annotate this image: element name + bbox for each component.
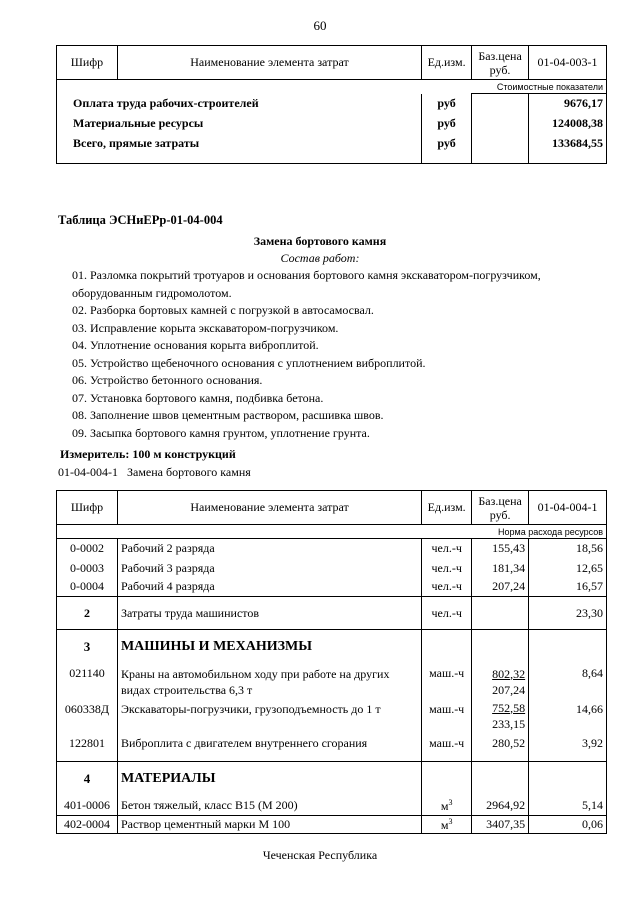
row-value: 0,06 — [529, 816, 607, 834]
row-value: 23,30 — [529, 597, 607, 630]
list-item: 09. Засыпка бортового камня грунтом, уплотнение грунта. — [72, 425, 370, 440]
row-unit: маш.-ч — [422, 664, 472, 700]
row-name: Затраты труда машинистов — [117, 597, 421, 630]
row-price: 752,58 — [492, 700, 526, 715]
row-name: Материальные ресурсы — [57, 114, 422, 134]
row-name: Рабочий 2 разряда — [117, 539, 421, 559]
code-line-name: Замена бортового камня — [127, 465, 251, 479]
row-code: 060338Д — [57, 700, 118, 736]
table2-subheader: Норма расхода ресурсов — [472, 525, 607, 539]
row-value: 12,65 — [529, 559, 607, 578]
header-name: Наименование элемента затрат — [117, 491, 421, 525]
table-row — [57, 762, 607, 797]
row-code: 0-0003 — [57, 559, 118, 578]
table-row — [57, 630, 607, 664]
row-name: Раствор цементный марки М 100 — [117, 816, 421, 834]
row-code: 122801 — [57, 736, 118, 762]
row-unit: чел.-ч — [422, 578, 472, 597]
list-item: 06. Устройство бетонного основания. — [72, 373, 263, 387]
page-number: 60 — [313, 18, 327, 33]
row-value: 8,64 — [529, 664, 607, 700]
row-value: 9676,17 — [529, 94, 607, 114]
row-unit: м — [440, 798, 449, 813]
table-row — [57, 578, 607, 597]
list-item: 04. Уплотнение основания корыта виброплитой. — [72, 338, 319, 352]
row-name: Экскаваторы-погрузчики, грузоподъемность до 1 т — [117, 700, 421, 736]
works-list — [58, 267, 606, 442]
row-unit-exponent: 3 — [448, 797, 453, 807]
row-price: 181,34 — [472, 559, 529, 578]
row-value: 3,92 — [529, 736, 607, 762]
row-price: 3407,35 — [472, 816, 529, 834]
table-row — [57, 94, 607, 114]
row-price: 280,52 — [472, 736, 529, 762]
footer-region: Чеченская Республика — [262, 848, 378, 862]
table-row — [57, 736, 607, 762]
section-subtitle: Состав работ: — [280, 251, 360, 265]
row-value: 18,56 — [529, 539, 607, 559]
header-unit: Ед.изм. — [422, 46, 472, 80]
row-code: 402-0004 — [57, 816, 118, 834]
row-unit: руб — [422, 94, 472, 114]
list-item: 03. Исправление корыта экскаватором-погрузчиком. — [72, 320, 339, 335]
table-row — [57, 114, 607, 134]
row-price-secondary: 207,24 — [492, 682, 526, 697]
row-value: 14,66 — [529, 700, 607, 736]
row-value: 5,14 — [529, 797, 607, 816]
row-unit: руб — [422, 134, 472, 154]
row-name: Оплата труда рабочих-строителей — [57, 94, 422, 114]
row-unit-exponent: 3 — [448, 816, 453, 826]
row-code: 0-0004 — [57, 578, 118, 597]
row-unit: м — [440, 817, 449, 832]
code-line-code: 01-04-004-1 — [58, 465, 118, 479]
row-value: 16,57 — [529, 578, 607, 597]
table-row — [57, 797, 607, 816]
table-row — [57, 539, 607, 559]
header-price: Баз.цена руб. — [472, 491, 529, 525]
row-code: 0-0002 — [57, 539, 118, 559]
row-unit: чел.-ч — [422, 597, 472, 630]
row-name: Бетон тяжелый, класс В15 (М 200) — [117, 797, 421, 816]
table-row — [57, 597, 607, 630]
row-unit: маш.-ч — [422, 736, 472, 762]
row-name: Всего, прямые затраты — [57, 134, 422, 154]
row-price: 802,32 — [492, 666, 526, 681]
list-item: 01. Разломка покрытий тротуаров и основания бортового камня экскаватором-погрузчиком, оборудованным гидромолотом. — [72, 268, 541, 300]
row-name: Виброплита с двигателем внутреннего сгорания — [117, 736, 421, 762]
measure-label: Измеритель: 100 м конструкций — [60, 447, 236, 461]
table-row — [57, 700, 607, 736]
row-price: 207,24 — [472, 578, 529, 597]
list-item: 02. Разборка бортовых камней с погрузкой в автосамосвал. — [72, 303, 374, 317]
row-name: Краны на автомобильном ходу при работе на других видах строительства 6,3 т — [117, 664, 421, 700]
row-code: 401-0006 — [57, 797, 118, 816]
group-code: 4 — [57, 762, 118, 797]
row-code: 2 — [57, 597, 118, 630]
row-code: 021140 — [57, 664, 118, 700]
section-title: Замена бортового камня — [253, 234, 387, 248]
row-unit: руб — [422, 114, 472, 134]
code-line — [58, 465, 251, 480]
list-item: 08. Заполнение швов цементным раствором, расшивка швов. — [72, 408, 384, 422]
table-row — [57, 134, 607, 154]
header-price: Баз.цена руб. — [472, 46, 529, 80]
cost-table — [56, 45, 607, 164]
header-code: Шифр — [57, 46, 118, 80]
row-value: 124008,38 — [529, 114, 607, 134]
header-id: 01-04-004-1 — [529, 491, 607, 525]
row-price: 155,43 — [472, 539, 529, 559]
table1-subheader: Стоимостные показатели — [472, 80, 607, 94]
table-title: Таблица ЭСНиЕРр-01-04-004 — [58, 213, 223, 227]
row-price-secondary: 233,15 — [492, 716, 526, 731]
list-item: 07. Установка бортового камня, подбивка бетона. — [72, 390, 324, 405]
row-unit: маш.-ч — [422, 700, 472, 736]
header-unit: Ед.изм. — [422, 491, 472, 525]
group-title: МАТЕРИАЛЫ — [117, 762, 421, 797]
table-row — [57, 664, 607, 700]
table-row — [57, 816, 607, 834]
table-row — [57, 559, 607, 578]
group-title: МАШИНЫ И МЕХАНИЗМЫ — [117, 630, 421, 664]
group-code: 3 — [57, 630, 118, 664]
list-item: 05. Устройство щебеночного основания с уплотнением виброплитой. — [72, 355, 426, 370]
row-price: 2964,92 — [472, 797, 529, 816]
row-unit: чел.-ч — [422, 539, 472, 559]
row-name: Рабочий 4 разряда — [117, 578, 421, 597]
header-name: Наименование элемента затрат — [117, 46, 421, 80]
resource-table — [56, 490, 607, 834]
header-code: Шифр — [57, 491, 118, 525]
row-unit: чел.-ч — [422, 559, 472, 578]
row-value: 133684,55 — [529, 134, 607, 154]
header-id: 01-04-003-1 — [529, 46, 607, 80]
row-name: Рабочий 3 разряда — [117, 559, 421, 578]
